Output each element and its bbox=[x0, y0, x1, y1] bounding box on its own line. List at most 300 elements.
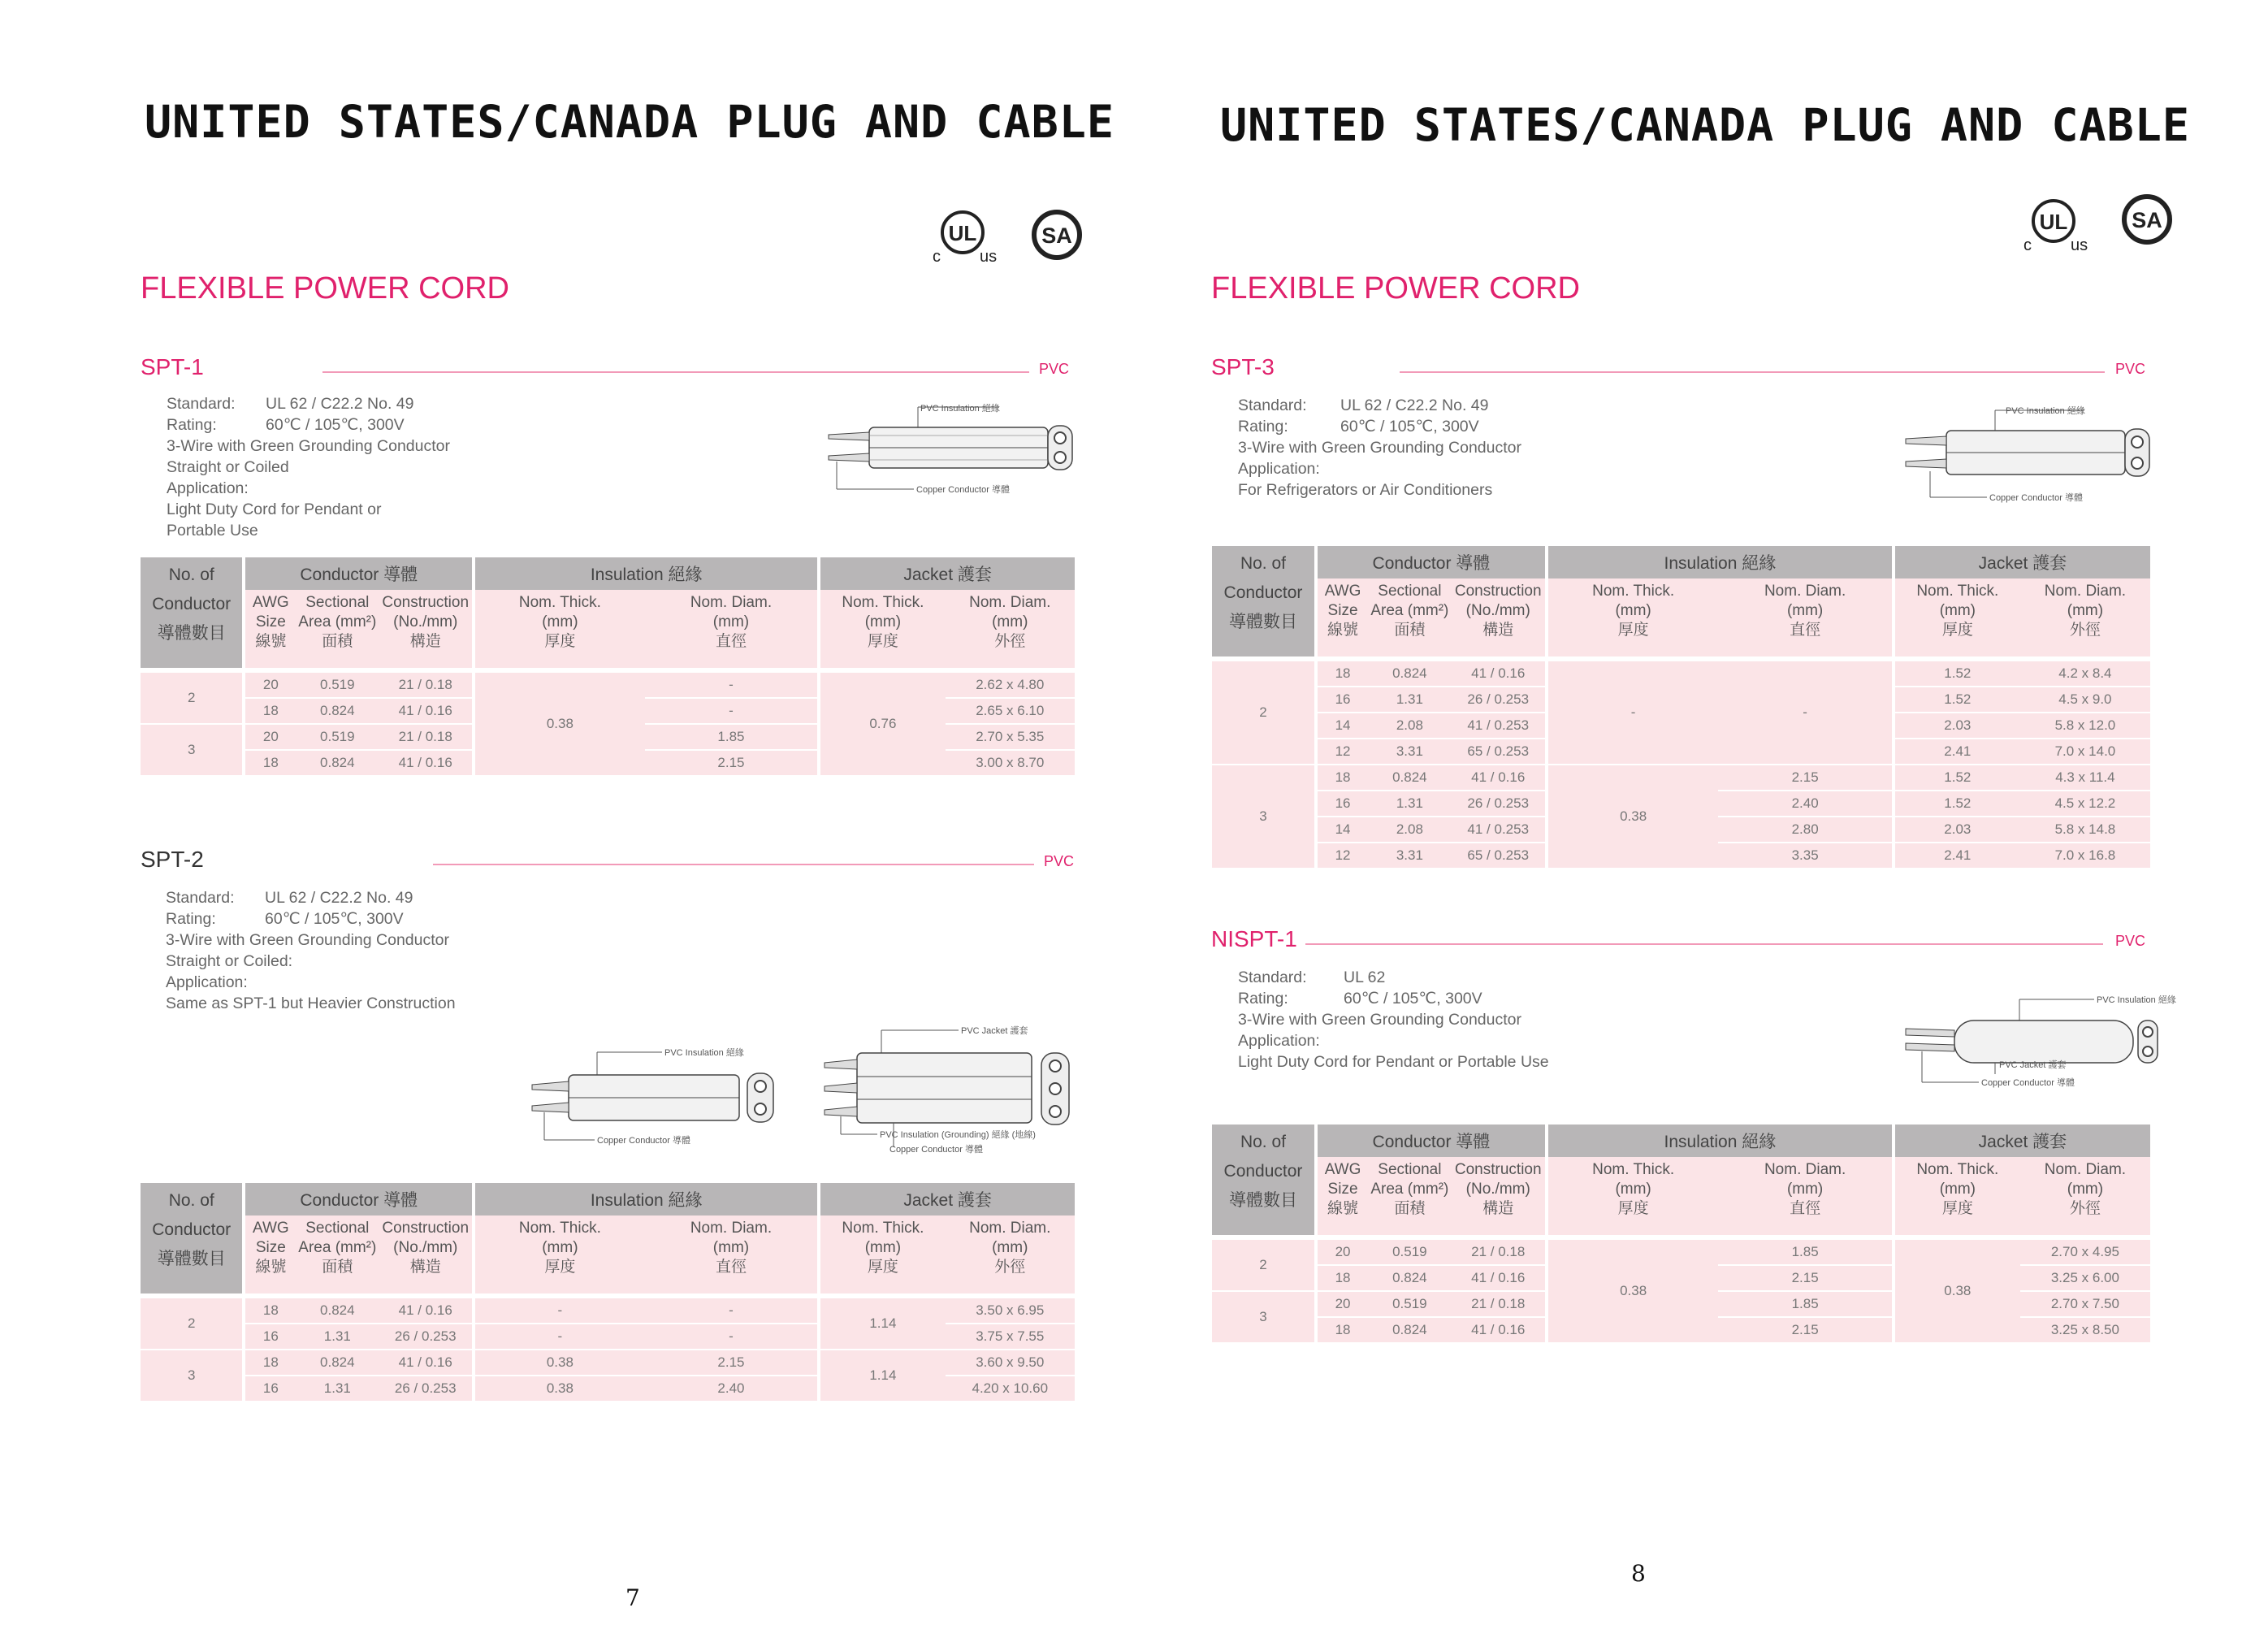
header-line: Nom. Thick. bbox=[1592, 1161, 1675, 1178]
spt2-specs bbox=[166, 887, 456, 1014]
table-row bbox=[1212, 1240, 2150, 1266]
spec-key: Light Duty Cord for Pendant or Portable Use bbox=[1238, 1053, 1549, 1071]
cell-area: 0.824 bbox=[1368, 1318, 1451, 1344]
header-line: 線號 bbox=[1327, 1200, 1359, 1217]
spec-key: Rating: bbox=[1238, 418, 1288, 436]
header-line: 面積 bbox=[1394, 1200, 1426, 1217]
spec-line bbox=[1238, 967, 1549, 988]
cell-jk-diam: 3.60 x 9.50 bbox=[946, 1350, 1075, 1376]
header-jacket-group: Jacket 護套 bbox=[1892, 546, 2150, 578]
header-line: 厚度 bbox=[1617, 1200, 1649, 1217]
header-line: Nom. Diam. bbox=[1764, 1161, 1846, 1178]
cell-ins-thick: 0.38 bbox=[1545, 1240, 1718, 1344]
spt3-cable-diagram bbox=[1889, 393, 2166, 511]
cell-jk-diam: 7.0 x 16.8 bbox=[2020, 843, 2150, 869]
spec-value: 60℃ / 105℃, 300V bbox=[265, 910, 404, 928]
cell-jk-diam: 3.25 x 8.50 bbox=[2020, 1318, 2150, 1344]
spec-line bbox=[166, 993, 456, 1014]
cell-area: 3.31 bbox=[1368, 843, 1451, 869]
csa-logo bbox=[2120, 193, 2174, 250]
nispt1-heading bbox=[1211, 926, 2149, 959]
cell-jk-diam: 4.2 x 8.4 bbox=[2020, 661, 2150, 687]
cell-ins-diam: 2.40 bbox=[1718, 791, 1892, 817]
spec-line bbox=[167, 478, 450, 499]
header-line: 導體數目 bbox=[157, 624, 226, 643]
header-line: (mm) bbox=[1615, 1181, 1651, 1198]
spt3-spec-table bbox=[1212, 546, 2150, 869]
spt2-cable-diagram-3wire bbox=[812, 1012, 1080, 1171]
cell-ins-diam: 2.15 bbox=[1718, 765, 1892, 791]
cell-ins-diam: 3.35 bbox=[1718, 843, 1892, 869]
spec-value: UL 62 bbox=[1344, 968, 1386, 986]
header-line: Size bbox=[255, 613, 286, 630]
cell-construction: 41 / 0.253 bbox=[1452, 713, 1545, 739]
cell-area: 0.519 bbox=[296, 673, 379, 699]
header-line: 直徑 bbox=[715, 633, 747, 650]
cell-area: 1.31 bbox=[296, 1324, 379, 1350]
spt1-specs bbox=[167, 393, 450, 541]
header-line: AWG bbox=[253, 1220, 289, 1237]
cell-area: 2.08 bbox=[1368, 817, 1451, 843]
header-jk-nom-diam bbox=[2020, 1157, 2150, 1235]
header-jk-nom-thick bbox=[817, 590, 945, 668]
header-construction bbox=[379, 1216, 472, 1294]
spec-line bbox=[167, 520, 450, 541]
cell-jk-thick: 2.03 bbox=[1892, 713, 2020, 739]
header-line: 外徑 bbox=[2069, 622, 2101, 639]
nispt1-specs bbox=[1238, 967, 1549, 1072]
model-name: SPT-1 bbox=[141, 354, 204, 379]
cell-awg: 18 bbox=[1314, 1266, 1368, 1292]
header-line: (mm) bbox=[864, 1239, 902, 1256]
header-ins-nom-diam bbox=[645, 590, 818, 668]
cell-ins-thick: 0.38 bbox=[472, 1376, 645, 1402]
header-line: 厚度 bbox=[1617, 622, 1649, 639]
header-line: 線號 bbox=[255, 633, 287, 650]
header-conductor-group: Conductor 導體 bbox=[242, 1183, 472, 1216]
spec-key: Application: bbox=[166, 973, 248, 991]
header-line: (mm) bbox=[1786, 602, 1824, 619]
header-line: (mm) bbox=[992, 613, 1028, 630]
header-ins-nom-diam bbox=[645, 1216, 818, 1294]
spec-key: 3-Wire with Green Grounding Conductor bbox=[166, 931, 449, 949]
svg-text:PVC Insulation 絕緣: PVC Insulation 絕緣 bbox=[920, 404, 1000, 414]
svg-text:Copper Conductor 導體: Copper Conductor 導體 bbox=[1989, 493, 2083, 503]
spec-line bbox=[167, 457, 450, 478]
catalog-page-8 bbox=[1134, 0, 2268, 1651]
spec-key: 3-Wire with Green Grounding Conductor bbox=[167, 437, 450, 455]
spec-line bbox=[167, 414, 450, 436]
header-ins-nom-thick bbox=[1545, 1157, 1718, 1235]
svg-text:us: us bbox=[980, 248, 998, 266]
header-line: Construction bbox=[382, 1220, 470, 1237]
cell-awg: 16 bbox=[1314, 791, 1368, 817]
cell-conductor-count: 3 bbox=[1212, 1292, 1314, 1344]
cell-jk-thick: 2.41 bbox=[1892, 843, 2020, 869]
header-line: Conductor bbox=[152, 1220, 232, 1239]
header-no-of-conductor bbox=[141, 1183, 242, 1294]
cell-area: 0.824 bbox=[296, 1298, 379, 1324]
header-line: AWG bbox=[1324, 1161, 1361, 1178]
cell-jk-thick: 0.38 bbox=[1892, 1240, 2020, 1344]
cell-awg: 16 bbox=[242, 1324, 296, 1350]
cell-area: 3.31 bbox=[1368, 739, 1451, 765]
cell-construction: 41 / 0.16 bbox=[379, 1350, 472, 1376]
spec-line bbox=[167, 436, 450, 457]
cell-ins-diam: - bbox=[645, 1324, 818, 1350]
header-line: Sectional bbox=[1378, 1161, 1442, 1178]
cell-jk-thick: 1.52 bbox=[1892, 687, 2020, 713]
spec-line bbox=[167, 393, 450, 414]
header-line: Nom. Thick. bbox=[1916, 583, 1999, 600]
cell-jk-thick: 0.76 bbox=[817, 673, 945, 777]
header-construction bbox=[1452, 1157, 1545, 1235]
spec-key: Rating: bbox=[167, 416, 217, 434]
header-line: 外徑 bbox=[994, 1259, 1026, 1276]
header-line: Construction bbox=[382, 594, 470, 611]
header-line: 導體數目 bbox=[1228, 613, 1297, 631]
cell-ins-diam: - bbox=[645, 673, 818, 699]
spec-key: For Refrigerators or Air Conditioners bbox=[1238, 481, 1493, 499]
spt2-cable-diagram-2wire bbox=[520, 1020, 788, 1154]
spec-line bbox=[1238, 1009, 1549, 1030]
header-line: Nom. Diam. bbox=[1764, 583, 1846, 600]
cell-construction: 21 / 0.18 bbox=[1452, 1240, 1545, 1266]
nispt1-cable-diagram bbox=[1889, 983, 2176, 1093]
header-line: Nom. Thick. bbox=[842, 1220, 924, 1237]
spt3-specs bbox=[1238, 395, 1521, 500]
cell-area: 0.824 bbox=[296, 1350, 379, 1376]
header-construction bbox=[379, 590, 472, 668]
spt2-spec-table bbox=[141, 1183, 1075, 1402]
header-ins-nom-diam bbox=[1718, 1157, 1892, 1235]
cell-construction: 41 / 0.16 bbox=[379, 1298, 472, 1324]
spec-line bbox=[1238, 1051, 1549, 1072]
cell-area: 0.519 bbox=[1368, 1292, 1451, 1318]
header-line: Nom. Diam. bbox=[2044, 1161, 2127, 1178]
header-insulation-group: Insulation 絕緣 bbox=[1545, 1124, 1892, 1157]
cell-awg: 18 bbox=[1314, 765, 1368, 791]
cell-ins-diam: 2.80 bbox=[1718, 817, 1892, 843]
header-line: (No./mm) bbox=[393, 1239, 458, 1256]
cell-construction: 65 / 0.253 bbox=[1452, 739, 1545, 765]
header-line: Size bbox=[255, 1239, 286, 1256]
header-line: (mm) bbox=[1786, 1181, 1824, 1198]
heading-rule bbox=[433, 864, 1034, 865]
cell-jk-diam: 4.20 x 10.60 bbox=[946, 1376, 1075, 1402]
spec-value: UL 62 / C22.2 No. 49 bbox=[265, 889, 413, 907]
header-line: 厚度 bbox=[867, 633, 898, 650]
header-line: Area (mm²) bbox=[298, 613, 377, 630]
cell-construction: 41 / 0.16 bbox=[379, 699, 472, 725]
header-line: Nom. Diam. bbox=[2044, 583, 2127, 600]
cell-ins-diam: 1.85 bbox=[1718, 1240, 1892, 1266]
header-ins-nom-thick bbox=[472, 590, 645, 668]
cell-jk-diam: 3.00 x 8.70 bbox=[946, 751, 1075, 777]
header-conductor-group: Conductor 導體 bbox=[242, 557, 472, 590]
page-title: UNITED STATES/CANADA PLUG AND CABLE bbox=[1220, 99, 2190, 151]
svg-text:c: c bbox=[2023, 236, 2032, 254]
header-line: No. of bbox=[168, 1191, 214, 1210]
header-line: Nom. Diam. bbox=[969, 594, 1051, 611]
header-line: (mm) bbox=[2067, 602, 2104, 619]
spec-key: Standard: bbox=[1238, 396, 1307, 414]
cell-awg: 18 bbox=[242, 751, 296, 777]
spec-key: Application: bbox=[1238, 460, 1320, 478]
header-ins-nom-thick bbox=[1545, 578, 1718, 656]
spt1-cable-diagram bbox=[812, 390, 1089, 508]
cell-ins-thick: - bbox=[472, 1324, 645, 1350]
spec-line bbox=[166, 908, 456, 930]
header-line: No. of bbox=[1240, 1133, 1286, 1151]
header-line: Nom. Thick. bbox=[1592, 583, 1675, 600]
header-jacket-group: Jacket 護套 bbox=[817, 557, 1075, 590]
cell-ins-diam: 1.85 bbox=[645, 725, 818, 751]
cell-jk-diam: 7.0 x 14.0 bbox=[2020, 739, 2150, 765]
svg-text:UL: UL bbox=[948, 221, 977, 245]
cell-awg: 14 bbox=[1314, 817, 1368, 843]
header-awg bbox=[242, 1216, 296, 1294]
header-insulation-group: Insulation 絕緣 bbox=[472, 557, 817, 590]
model-name: NISPT-1 bbox=[1211, 926, 1297, 951]
cell-jk-diam: 2.70 x 4.95 bbox=[2020, 1240, 2150, 1266]
cell-conductor-count: 2 bbox=[141, 1298, 242, 1350]
header-line: 厚度 bbox=[544, 1259, 576, 1276]
heading-rule bbox=[1305, 943, 2103, 945]
cell-ins-diam: 1.85 bbox=[1718, 1292, 1892, 1318]
cell-construction: 41 / 0.253 bbox=[1452, 817, 1545, 843]
cell-area: 2.08 bbox=[1368, 713, 1451, 739]
cell-area: 0.519 bbox=[296, 725, 379, 751]
header-line: Area (mm²) bbox=[1370, 1181, 1449, 1198]
header-line: Nom. Thick. bbox=[518, 594, 601, 611]
header-line: (mm) bbox=[542, 613, 578, 630]
cell-jk-diam: 3.75 x 7.55 bbox=[946, 1324, 1075, 1350]
header-line: (mm) bbox=[1939, 602, 1976, 619]
cell-jk-diam: 2.70 x 5.35 bbox=[946, 725, 1075, 751]
cell-conductor-count: 2 bbox=[141, 673, 242, 725]
cell-ins-diam: - bbox=[645, 699, 818, 725]
header-jk-nom-thick bbox=[1892, 1157, 2020, 1235]
header-line: (No./mm) bbox=[1465, 602, 1530, 619]
cell-jk-thick: 1.14 bbox=[817, 1350, 945, 1402]
pvc-tag: PVC bbox=[2115, 361, 2146, 377]
header-line: 導體數目 bbox=[1228, 1191, 1297, 1210]
svg-text:PVC Insulation 絕緣: PVC Insulation 絕緣 bbox=[2006, 406, 2085, 416]
table-row bbox=[1212, 661, 2150, 687]
section-title: FLEXIBLE POWER CORD bbox=[1211, 271, 1580, 306]
cell-conductor-count: 3 bbox=[1212, 765, 1314, 869]
cell-construction: 41 / 0.16 bbox=[1452, 1318, 1545, 1344]
cell-awg: 18 bbox=[242, 699, 296, 725]
header-sectional-area bbox=[296, 1216, 379, 1294]
cell-conductor-count: 2 bbox=[1212, 1240, 1314, 1292]
cell-ins-diam: 2.15 bbox=[645, 1350, 818, 1376]
cell-awg: 20 bbox=[242, 673, 296, 699]
header-jk-nom-diam bbox=[946, 590, 1075, 668]
header-line: 厚度 bbox=[1941, 1200, 1973, 1217]
cell-conductor-count: 3 bbox=[141, 1350, 242, 1402]
header-line: 直徑 bbox=[1790, 1200, 1821, 1217]
header-awg bbox=[242, 590, 296, 668]
svg-text:Copper Conductor 導體: Copper Conductor 導體 bbox=[1981, 1078, 2075, 1088]
ul-listed-logo bbox=[2017, 192, 2090, 261]
spec-line bbox=[1238, 437, 1521, 458]
section-title: FLEXIBLE POWER CORD bbox=[141, 271, 509, 306]
cell-area: 1.31 bbox=[1368, 687, 1451, 713]
page-number: 7 bbox=[625, 1584, 640, 1611]
header-line: AWG bbox=[253, 594, 289, 611]
pvc-tag: PVC bbox=[1039, 361, 1070, 377]
cell-area: 0.519 bbox=[1368, 1240, 1451, 1266]
cell-jk-thick: 1.52 bbox=[1892, 661, 2020, 687]
header-line: Conductor bbox=[1223, 1162, 1303, 1181]
cell-awg: 20 bbox=[1314, 1240, 1368, 1266]
spec-key: Rating: bbox=[166, 910, 216, 928]
header-line: Construction bbox=[1454, 1161, 1542, 1178]
header-line: Nom. Diam. bbox=[969, 1220, 1051, 1237]
spec-key: 3-Wire with Green Grounding Conductor bbox=[1238, 439, 1521, 457]
cell-construction: 26 / 0.253 bbox=[1452, 791, 1545, 817]
cell-ins-diam: 2.15 bbox=[645, 751, 818, 777]
header-no-of-conductor bbox=[1212, 546, 1314, 656]
header-line: 面積 bbox=[1394, 622, 1426, 639]
cell-construction: 41 / 0.16 bbox=[1452, 1266, 1545, 1292]
spec-line bbox=[167, 499, 450, 520]
cell-ins-thick: - bbox=[472, 1298, 645, 1324]
spec-line bbox=[1238, 479, 1521, 500]
svg-text:PVC Insulation (Grounding) 絕緣: PVC Insulation (Grounding) 絕緣 (地線) bbox=[880, 1130, 1036, 1140]
cell-awg: 12 bbox=[1314, 843, 1368, 869]
cell-awg: 18 bbox=[242, 1350, 296, 1376]
cell-area: 0.824 bbox=[1368, 765, 1451, 791]
table-row bbox=[141, 1350, 1075, 1376]
header-line: 厚度 bbox=[1941, 622, 1973, 639]
cell-area: 0.824 bbox=[296, 751, 379, 777]
cell-awg: 18 bbox=[1314, 1318, 1368, 1344]
header-line: 導體數目 bbox=[157, 1250, 226, 1268]
header-jk-nom-thick bbox=[1892, 578, 2020, 656]
cell-ins-diam: - bbox=[645, 1298, 818, 1324]
cell-jk-diam: 2.70 x 7.50 bbox=[2020, 1292, 2150, 1318]
svg-text:PVC Insulation 絕緣: PVC Insulation 絕緣 bbox=[2097, 995, 2176, 1005]
header-line: (mm) bbox=[864, 613, 902, 630]
cell-area: 1.31 bbox=[1368, 791, 1451, 817]
header-construction bbox=[1452, 578, 1545, 656]
header-line: (mm) bbox=[542, 1239, 578, 1256]
cell-jk-thick: 1.52 bbox=[1892, 765, 2020, 791]
header-line: 直徑 bbox=[1790, 622, 1821, 639]
cell-construction: 21 / 0.18 bbox=[379, 673, 472, 699]
cell-jk-diam: 5.8 x 12.0 bbox=[2020, 713, 2150, 739]
cell-ins-thick: 0.38 bbox=[472, 673, 645, 777]
header-line: (No./mm) bbox=[1465, 1181, 1530, 1198]
cell-ins-diam: 2.40 bbox=[645, 1376, 818, 1402]
cell-ins-thick: 0.38 bbox=[1545, 765, 1718, 869]
header-insulation-group: Insulation 絕緣 bbox=[472, 1183, 817, 1216]
header-line: Conductor bbox=[152, 595, 232, 613]
cell-awg: 18 bbox=[1314, 661, 1368, 687]
header-line: Sectional bbox=[305, 1220, 370, 1237]
header-line: (mm) bbox=[712, 1239, 750, 1256]
header-line: (mm) bbox=[992, 1239, 1028, 1256]
cell-awg: 18 bbox=[242, 1298, 296, 1324]
spec-key: Same as SPT-1 but Heavier Construction bbox=[166, 994, 456, 1012]
header-line: (mm) bbox=[1615, 602, 1651, 619]
cell-jk-thick: 2.03 bbox=[1892, 817, 2020, 843]
cell-awg: 16 bbox=[242, 1376, 296, 1402]
cell-conductor-count: 3 bbox=[141, 725, 242, 777]
spec-line bbox=[166, 972, 456, 993]
header-ins-nom-thick bbox=[472, 1216, 645, 1294]
cell-awg: 16 bbox=[1314, 687, 1368, 713]
header-sectional-area bbox=[1368, 578, 1451, 656]
svg-text:us: us bbox=[2071, 236, 2088, 254]
header-line: (mm) bbox=[712, 613, 750, 630]
spec-key: 3-Wire with Green Grounding Conductor bbox=[1238, 1011, 1521, 1029]
cell-awg: 12 bbox=[1314, 739, 1368, 765]
cell-jk-diam: 4.3 x 11.4 bbox=[2020, 765, 2150, 791]
svg-text:Copper Conductor 導體: Copper Conductor 導體 bbox=[597, 1136, 690, 1146]
ul-listed-logo bbox=[926, 203, 999, 272]
spt1-heading bbox=[141, 354, 1075, 387]
spec-value: UL 62 / C22.2 No. 49 bbox=[1340, 396, 1489, 414]
header-jacket-group: Jacket 護套 bbox=[1892, 1124, 2150, 1157]
cell-awg: 20 bbox=[1314, 1292, 1368, 1318]
cell-awg: 20 bbox=[242, 725, 296, 751]
csa-logo bbox=[1030, 208, 1084, 266]
spec-line bbox=[1238, 395, 1521, 416]
header-line: 線號 bbox=[255, 1259, 287, 1276]
cell-construction: 65 / 0.253 bbox=[1452, 843, 1545, 869]
model-name: SPT-2 bbox=[141, 847, 204, 872]
page-number: 8 bbox=[1631, 1560, 1646, 1587]
cell-ins-diam: 2.15 bbox=[1718, 1266, 1892, 1292]
spec-value: UL 62 / C22.2 No. 49 bbox=[266, 395, 414, 413]
svg-text:PVC Jacket 護套: PVC Jacket 護套 bbox=[961, 1026, 1028, 1036]
cell-construction: 26 / 0.253 bbox=[379, 1324, 472, 1350]
pvc-tag: PVC bbox=[1044, 853, 1075, 869]
svg-text:UL: UL bbox=[2039, 210, 2068, 234]
cell-area: 1.31 bbox=[296, 1376, 379, 1402]
cell-construction: 41 / 0.16 bbox=[379, 751, 472, 777]
cell-construction: 21 / 0.18 bbox=[379, 725, 472, 751]
header-jk-nom-diam bbox=[946, 1216, 1075, 1294]
header-no-of-conductor bbox=[1212, 1124, 1314, 1235]
header-line: Sectional bbox=[305, 594, 370, 611]
spec-line bbox=[1238, 458, 1521, 479]
cell-area: 0.824 bbox=[296, 699, 379, 725]
spt3-heading bbox=[1211, 354, 2149, 387]
header-line: 厚度 bbox=[867, 1259, 898, 1276]
header-line: (mm) bbox=[1939, 1181, 1976, 1198]
spec-line bbox=[1238, 1030, 1549, 1051]
header-line: Nom. Thick. bbox=[1916, 1161, 1999, 1178]
cell-construction: 26 / 0.253 bbox=[379, 1376, 472, 1402]
header-line: Nom. Diam. bbox=[690, 1220, 773, 1237]
table-row bbox=[1212, 765, 2150, 791]
header-sectional-area bbox=[296, 590, 379, 668]
header-line: AWG bbox=[1324, 583, 1361, 600]
header-line: 厚度 bbox=[544, 633, 576, 650]
cell-area: 0.824 bbox=[1368, 661, 1451, 687]
header-line: Size bbox=[1327, 602, 1358, 619]
spec-value: 60℃ / 105℃, 300V bbox=[1340, 418, 1479, 436]
header-line: Nom. Thick. bbox=[842, 594, 924, 611]
heading-rule bbox=[1400, 371, 2105, 373]
header-line: 構造 bbox=[409, 633, 441, 650]
page-title: UNITED STATES/CANADA PLUG AND CABLE bbox=[145, 96, 1115, 148]
